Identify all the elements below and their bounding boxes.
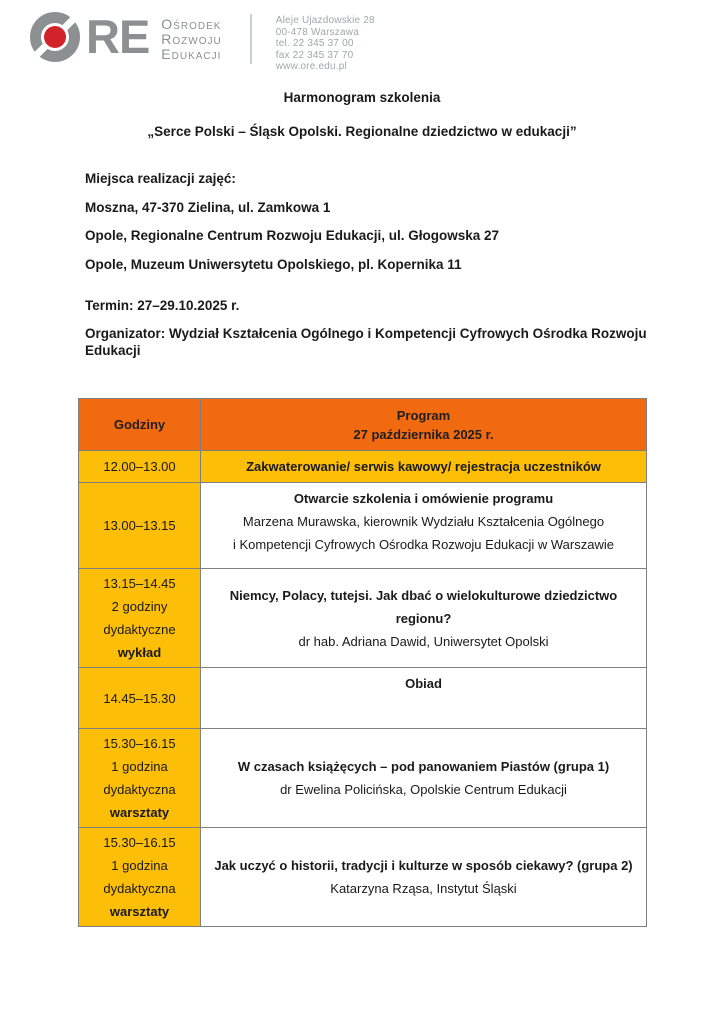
activity-speaker: dr hab. Adriana Dawid, Uniwersytet Opolski [298, 633, 549, 649]
session-type: warsztaty [109, 805, 170, 820]
program-cell [201, 483, 647, 569]
activity-title: Zakwaterowanie/ serwis kawowy/ rejestracja uczestników [246, 459, 601, 474]
org-address [276, 15, 375, 73]
session-type: wykład [117, 645, 162, 660]
info-place-opole-muzeum: Opole, Muzeum Uniwersytetu Opolskiego, pl. Kopernika 11 [85, 256, 462, 272]
activity-speaker: Marzena Murawska, kierownik Wydziału Kształcenia Ogólnego [242, 514, 605, 529]
duration-unit: dydaktyczne [103, 622, 176, 637]
letterhead-divider [250, 14, 252, 64]
time-range: 12.00–13.00 [103, 459, 176, 474]
time-range: 13.15–14.45 [103, 576, 176, 591]
org-name-line: Ośrodek [161, 16, 222, 32]
duration-unit: dydaktyczna [103, 782, 176, 797]
header-cell-program [201, 399, 647, 451]
org-name [161, 17, 221, 62]
ore-logo-letters: RE [86, 10, 150, 63]
activity-speaker: Katarzyna Rząsa, Instytut Śląski [330, 881, 517, 896]
program-cell [201, 569, 647, 668]
activity-title: W czasach książęcych – pod panowaniem Piastów (grupa 1) [237, 759, 610, 774]
time-cell [79, 729, 201, 828]
info-place-moszna: Moszna, 47-370 Zielina, ul. Zamkowa 1 [85, 199, 331, 215]
activity-title: Niemcy, Polacy, tutejsi. Jak dbać o wielokulturowe dziedzictwo regionu? [229, 587, 618, 626]
table-row [79, 451, 647, 483]
table-row [79, 483, 647, 569]
address-line: 00-478 Warszawa [275, 26, 359, 38]
org-website: www.ore.edu.pl [275, 61, 347, 72]
duration-unit: dydaktyczna [103, 881, 176, 896]
page-subtitle: „Serce Polski – Śląsk Opolski. Regionalne dziedzictwo w edukacji” [147, 124, 577, 139]
schedule-table [78, 398, 647, 927]
program-cell [201, 828, 647, 927]
time-cell [79, 828, 201, 927]
table-row [79, 729, 647, 828]
ore-logo-red-dot [44, 26, 66, 48]
time-cell [79, 483, 201, 569]
address-line: fax 22 345 37 70 [275, 49, 354, 61]
program-cell [201, 451, 647, 483]
time-range: 15.30–16.15 [103, 835, 176, 850]
activity-title: Otwarcie szkolenia i omówienie programu [293, 491, 554, 506]
program-cell [201, 668, 647, 729]
time-range: 15.30–16.15 [103, 736, 176, 751]
address-line: tel. 22 345 37 00 [275, 38, 354, 49]
duration: 1 godzina [111, 858, 168, 873]
table-row [79, 828, 647, 927]
table-header-row [79, 399, 647, 451]
duration: 2 godziny [111, 599, 168, 614]
activity-speaker-cont: i Kompetencji Cyfrowych Ośrodka Rozwoju Edukacji w Warszawie [233, 537, 614, 552]
header-program-date: 27 października 2025 r. [353, 426, 494, 442]
org-name-line: Edukacji [161, 46, 222, 62]
activity-title: Obiad [405, 676, 442, 691]
session-type: warsztaty [109, 904, 170, 919]
org-name-line: Rozwoju [161, 31, 222, 47]
time-cell [79, 668, 201, 729]
time-cell [79, 451, 201, 483]
info-places-label: Miejsca realizacji zajęć: [85, 171, 236, 186]
info-place-opole-rcre: Opole, Regionalne Centrum Rozwoju Edukacji, ul. Głogowska 27 [85, 228, 500, 243]
address-line: Aleje Ujazdowskie 28 [275, 15, 375, 26]
info-organizator: Organizator: Wydział Kształcenia Ogólnego i Kompetencji Cyfrowych Ośrodka Rozwoju Edukacji [85, 326, 647, 358]
program-cell [201, 729, 647, 828]
activity-title: Jak uczyć o historii, tradycji i kulturze w sposób ciekawy? (grupa 2) [214, 858, 633, 873]
header-godziny-label: Godziny [113, 417, 166, 432]
document-titles [0, 90, 724, 139]
ore-logo-icon [30, 12, 80, 62]
duration: 1 godzina [111, 759, 168, 774]
header-program-label: Program [396, 407, 451, 423]
info-termin: Termin: 27–29.10.2025 r. [85, 297, 240, 313]
time-cell [79, 569, 201, 668]
info-block [85, 170, 651, 371]
activity-speaker: dr Ewelina Policińska, Opolskie Centrum Edukacji [280, 782, 567, 797]
header-cell-godziny [79, 399, 201, 451]
table-row [79, 668, 647, 729]
time-range: 14.45–15.30 [103, 690, 176, 706]
time-range: 13.00–13.15 [103, 518, 176, 533]
letterhead [30, 12, 375, 73]
table-row [79, 569, 647, 668]
page-title: Harmonogram szkolenia [283, 90, 441, 105]
